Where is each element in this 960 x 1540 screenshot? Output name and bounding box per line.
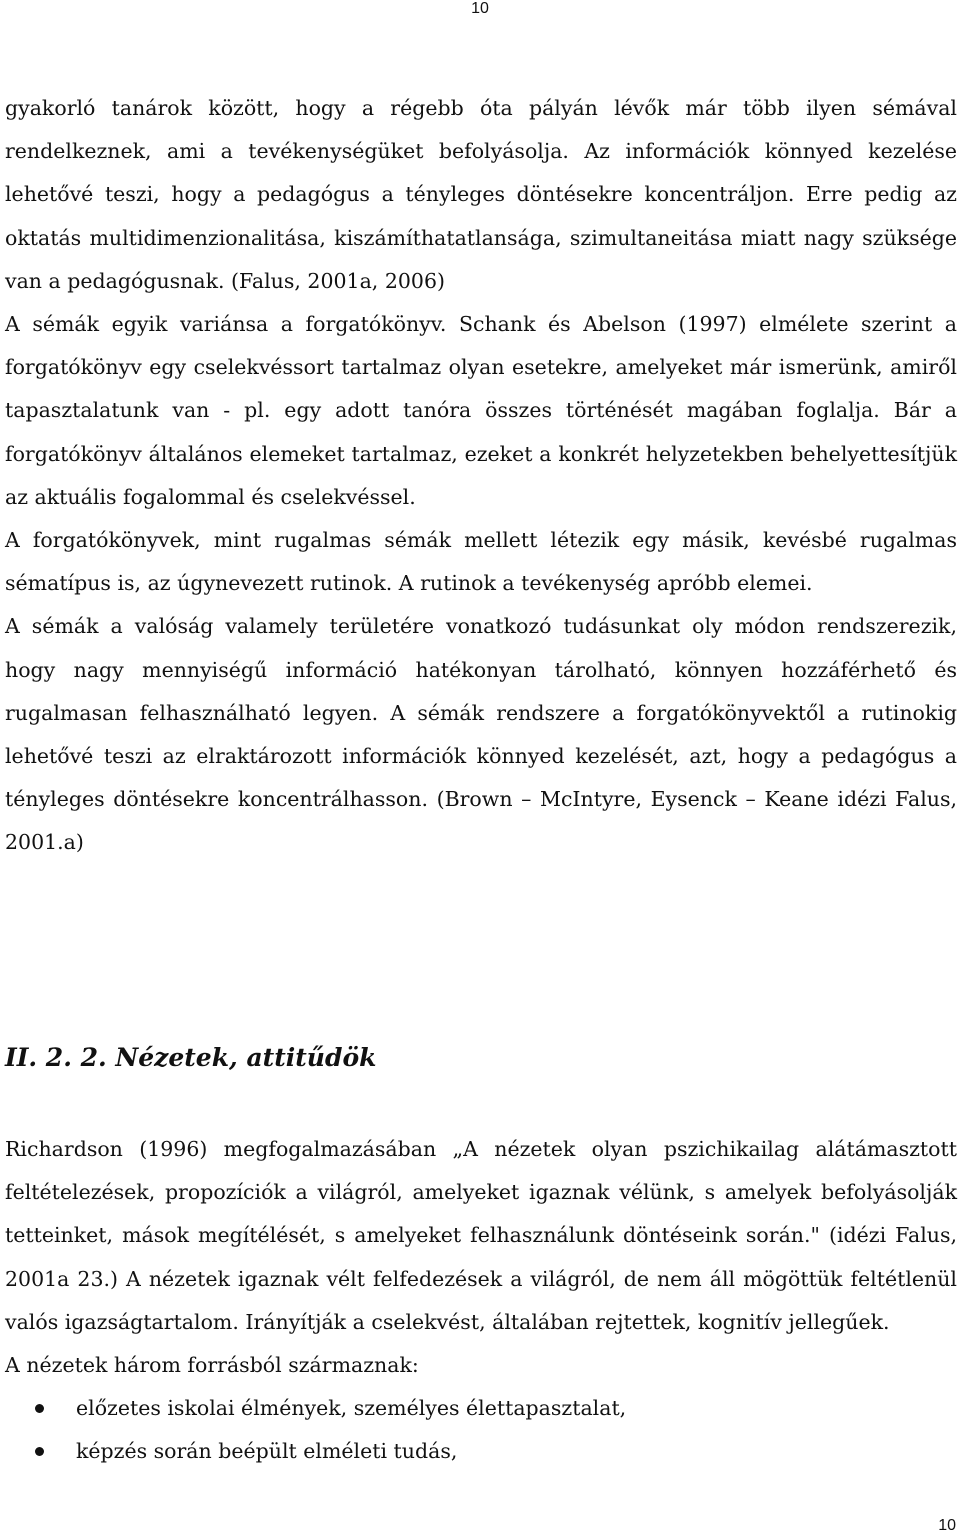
bullet-icon xyxy=(35,1447,44,1456)
paragraph: A nézetek három forrásból származnak: xyxy=(5,1353,419,1378)
paragraph: A sémák a valóság valamely területére vonatkozó tudásunkat oly módon rendszerezik, hogy nagy mennyiségű információ hatékonyan tárolható, könnyen hozzáférhető és rugalmasan felhasználható legyen. A sémák rendszere a forgatókönyvektől a rutinokig lehetővé teszi az elraktározott információk könnyed kezelését, azt, hogy a pedagógus a tényleges döntésekre koncentrálhasson. (Brown – McIntyre, Eysenck – Keane idézi Falus, 2001.a) xyxy=(5,614,957,855)
body-text-bottom xyxy=(5,1128,957,1474)
paragraph: gyakorló tanárok között, hogy a régebb óta pályán lévők már több ilyen sémával rendelkeznek, ami a tevékenységüket befolyásolja. Az információk könnyed kezelése lehetővé teszi, hogy a pedagógus a tényleges döntésekre koncentráljon. Erre pedig az oktatás multidimenzionalitása, kiszámíthatatlansága, szimultaneitása miatt nagy szüksége van a pedagógusnak. (Falus, 2001a, 2006) xyxy=(5,96,957,293)
paragraph: A forgatókönyvek, mint rugalmas sémák mellett létezik egy másik, kevésbé rugalmas sématípus is, az úgynevezett rutinok. A rutinok a tevékenység apróbb elemei. xyxy=(5,528,957,596)
page-number-bottom: 10 xyxy=(938,1517,956,1534)
list-item-text: képzés során beépült elméleti tudás, xyxy=(76,1439,458,1464)
page-number-top: 10 xyxy=(471,0,489,17)
section-heading: II. 2. 2. Nézetek, attitűdök xyxy=(5,1043,377,1072)
bullet-list xyxy=(5,1387,957,1473)
list-item xyxy=(5,1430,957,1473)
list-item xyxy=(5,1387,957,1430)
bullet-icon xyxy=(35,1404,44,1413)
body-text-top xyxy=(5,87,957,865)
paragraph: Richardson (1996) megfogalmazásában „A nézetek olyan pszichikailag alátámasztott feltételezések, propozíciók a világról, amelyeket igaznak vélünk, s amelyek befolyásolják tetteinket, mások megítélését, s amelyeket felhasználunk döntéseink során." (idézi Falus, 2001a 23.) A nézetek igaznak vélt felfedezések a világról, de nem áll mögöttük feltétlenül valós igazságtartalom. Irányítják a cselekvést, általában rejtettek, kognitív jellegűek. xyxy=(5,1137,957,1334)
paragraph: A sémák egyik variánsa a forgatókönyv. Schank és Abelson (1997) elmélete szerint a forgatókönyv egy cselekvéssort tartalmaz olyan esetekre, amelyeket már ismerünk, amiről tapasztalatunk van - pl. egy adott tanóra összes történését magában foglalja. Bár a forgatókönyv általános elemeket tartalmaz, ezeket a konkrét helyzetekben behelyettesítjük az aktuális fogalommal és cselekvéssel. xyxy=(5,312,957,509)
list-item-text: előzetes iskolai élmények, személyes élettapasztalat, xyxy=(76,1396,627,1421)
